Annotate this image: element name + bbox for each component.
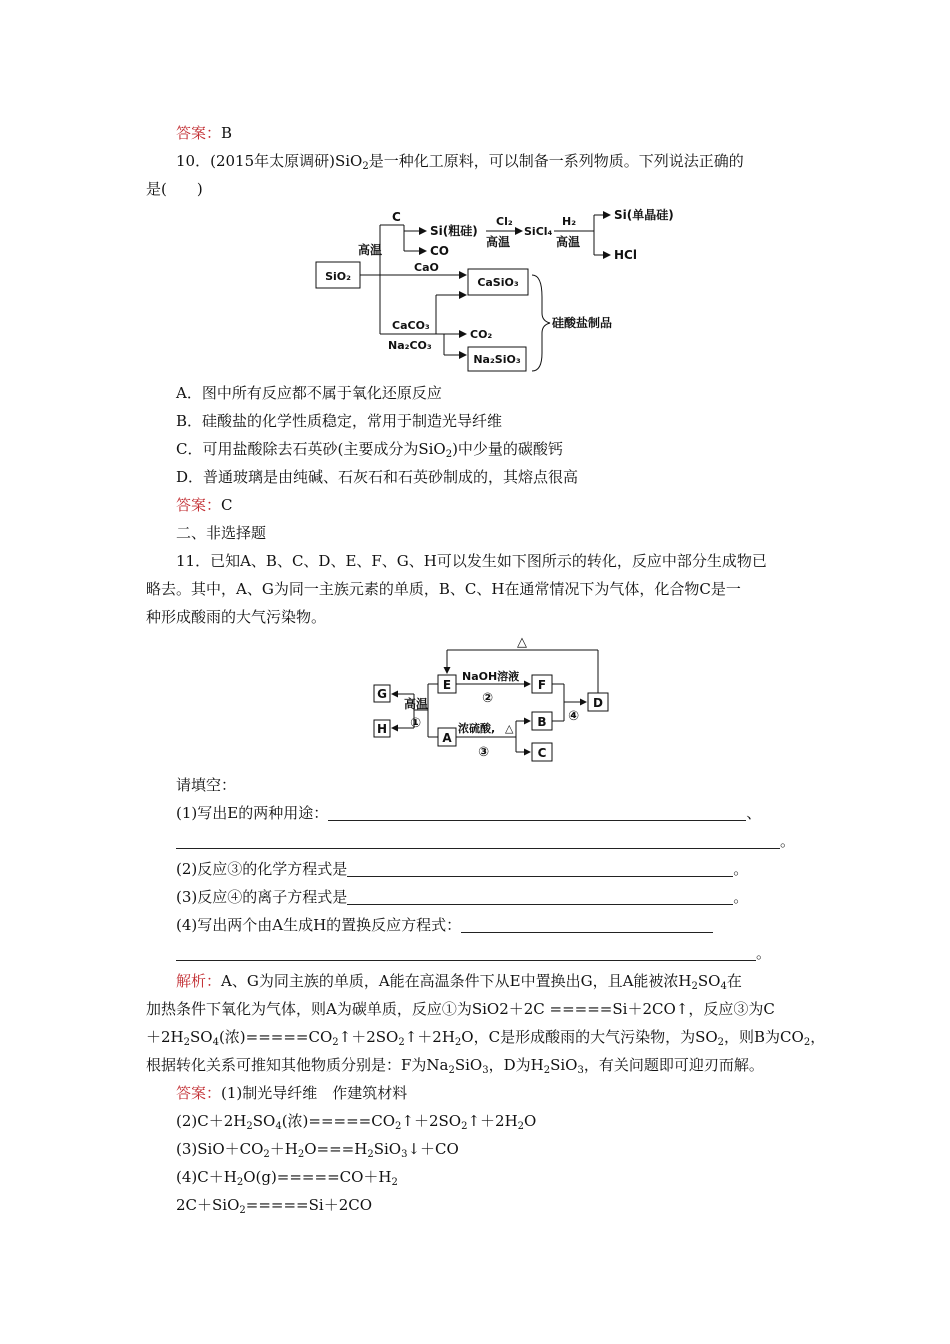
sicl4-label: SiCl₄ — [524, 225, 553, 238]
q11-stem-line1: 11．已知A、B、C、D、E、F、G、H可以发生如下图所示的转化，反应中部分生成物已 — [176, 552, 767, 570]
delta-label: △ — [505, 722, 514, 735]
co-label: CO — [430, 244, 450, 258]
option-b: B．硅酸盐的化学性质稳定，常用于制造光导纤维 — [176, 412, 503, 430]
g-label: G — [377, 687, 387, 701]
h-label: H — [376, 722, 388, 736]
question-source: (2015年太原调研) — [210, 152, 335, 170]
reaction-1-label: ① — [410, 716, 422, 731]
q11-stem-line2: 略去。其中，A、G为同一主族元素的单质，B、C、H在通常情况下为气体，化合物C是一 — [146, 580, 741, 598]
answer-blank-1a[interactable] — [328, 806, 746, 821]
q10-answer: 答案：C — [176, 496, 233, 514]
naoh-label: NaOH溶液 — [462, 670, 520, 683]
high-temp-label: 高温 — [404, 697, 429, 711]
h2-label: H₂ — [562, 215, 577, 228]
c-label: C — [537, 746, 547, 760]
option-a: A．图中所有反应都不属于氧化还原反应 — [176, 384, 442, 402]
answer-label: 答案： — [176, 124, 222, 142]
answer-blank-4a[interactable] — [461, 918, 713, 933]
q10-stem-line2: 是( ) — [146, 180, 203, 198]
f-label: F — [537, 678, 547, 692]
answer-4: $(4)C+H_2O(g)=====CO+H_2$ — [176, 1168, 398, 1188]
caco3-label: CaCO₃ — [392, 319, 430, 332]
silicate-products-label: 硅酸盐制品 — [552, 316, 613, 330]
analysis-line4: 根据转化关系可推知其他物质分别是：F为$Na_2SiO_3$，D为$H_2SiO_3$，有关问题即可迎刃而解。 — [146, 1056, 764, 1076]
sio2-label: SiO₂ — [325, 270, 351, 283]
analysis-line1: 解析：A、G为同主族的单质，A能在高温条件下从E中置换出G，且A能被浓$H_2SO_4$在 — [176, 972, 742, 992]
prompt-2: (2)反应③的化学方程式是 。 — [176, 860, 749, 878]
answer-3: $(3)SiO+CO_2+H_2O===H_2SiO_3↓+CO$ — [176, 1140, 459, 1160]
e-label: E — [442, 678, 452, 692]
si-crude-label: Si(粗硅) — [430, 224, 478, 238]
reaction-2-label: ② — [482, 691, 494, 706]
reaction-4-label: ④ — [568, 709, 580, 724]
cl2-label: Cl₂ — [496, 215, 513, 228]
prompt-1-cont: 。 — [176, 831, 795, 851]
b-label: B — [537, 715, 547, 729]
prompt-1: (1)写出E的两种用途： 、 — [176, 804, 762, 822]
high-temp-label-3: 高温 — [556, 235, 581, 249]
option-d: D．普通玻璃是由纯碱、石灰石和石英砂制成的，其熔点很高 — [176, 468, 579, 486]
sio2-formula: SiO$_2$ — [334, 152, 369, 172]
co2-label: CO₂ — [470, 328, 493, 341]
answer-2: $(2)C+2H_2SO_4$(浓)$=====CO_2↑+2SO_2↑+2H_2O$ — [176, 1112, 537, 1132]
prompt-3: (3)反应④的离子方程式是 。 — [176, 888, 749, 906]
conc-acid-label: 浓硫酸, — [458, 722, 496, 735]
answer-blank-1b[interactable] — [176, 834, 780, 849]
q11-stem-line3: 种形成酸雨的大气污染物。 — [146, 608, 327, 626]
prompt-4-cont: 。 — [176, 943, 771, 963]
high-temp-label-2: 高温 — [486, 235, 511, 249]
silicon-reaction-diagram — [300, 203, 674, 373]
prompt-4: (4)写出两个由A生成H的置换反应方程式： — [176, 915, 713, 935]
na2sio3-label: Na₂SiO₃ — [473, 353, 521, 366]
cao-label: CaO — [414, 261, 439, 274]
question-text: 是一种化工原料，可以制备一系列物质。下列说法正确的 — [368, 152, 744, 170]
q9-answer — [176, 123, 232, 143]
reaction-3-label: ③ — [478, 745, 490, 760]
question-number: 10． — [176, 152, 211, 170]
option-c: C．可用盐酸除去石英砂(主要成分为SiO$_2$)中少量的碳酸钙 — [176, 440, 563, 460]
answer-5: 2C＋SiO$_2$=====Si＋2CO — [176, 1196, 373, 1216]
casio3-label: CaSiO₃ — [477, 276, 519, 289]
brace — [532, 275, 550, 371]
hcl-label: HCl — [614, 248, 637, 262]
analysis-line2: 加热条件下氧化为气体，则A为碳单质，反应①为SiO2＋2C =====Si＋2CO↑，反应③为C — [146, 1000, 775, 1018]
answer-blank-4b[interactable] — [176, 946, 756, 961]
answer-1: 答案：(1)制光导纤维 作建筑材料 — [176, 1084, 408, 1102]
fill-prompt: 请填空： — [176, 776, 237, 794]
answer-blank-2[interactable] — [347, 862, 733, 877]
c-label: C — [392, 210, 401, 224]
analysis-line3: $+2H_2SO_4$(浓)$=====CO_2↑+2SO_2↑+2H_2O$，C是形成酸雨的大气污染物，为$SO_2$，则B为$CO_2$， — [146, 1028, 826, 1048]
a-label: A — [442, 731, 452, 745]
heat-triangle: △ — [517, 635, 527, 650]
answer-blank-3[interactable] — [347, 890, 733, 905]
d-label: D — [593, 696, 603, 710]
section-heading: 二、非选择题 — [176, 524, 267, 542]
q10-stem-line1 — [176, 151, 744, 171]
na2co3-label: Na₂CO₃ — [388, 339, 432, 352]
si-single-label: Si(单晶硅) — [614, 208, 674, 222]
conversion-diagram — [370, 630, 620, 770]
high-temp-label: 高温 — [357, 243, 383, 257]
answer-value: B — [221, 124, 233, 142]
